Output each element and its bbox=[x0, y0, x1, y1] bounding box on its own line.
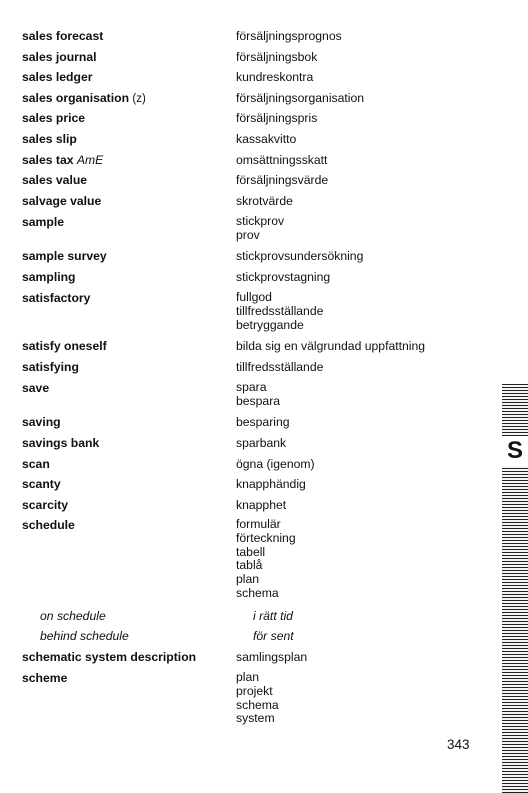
entry-usage-label: AmE bbox=[76, 153, 104, 167]
translation-list bbox=[236, 498, 501, 512]
translation-list bbox=[236, 477, 501, 491]
entry-term-text: sales slip bbox=[22, 132, 77, 146]
translation: stickprovstagning bbox=[236, 270, 331, 284]
entry-term bbox=[22, 477, 61, 491]
entry-term bbox=[22, 215, 64, 229]
entry-term-text: sampling bbox=[22, 270, 76, 284]
entry-term-text: salvage value bbox=[22, 194, 102, 208]
translation: formulär bbox=[236, 517, 281, 531]
entry-term bbox=[22, 339, 107, 353]
translation: i rätt tid bbox=[253, 609, 293, 623]
entry-term-text: satisfying bbox=[22, 360, 79, 374]
translation: betryggande bbox=[236, 317, 304, 332]
translation-list bbox=[236, 91, 501, 105]
entry-term-text: sample bbox=[22, 215, 65, 229]
entry-term bbox=[22, 415, 61, 429]
translation-list bbox=[236, 518, 501, 601]
page-number: 343 bbox=[447, 737, 470, 752]
translation: fullgod bbox=[236, 290, 272, 304]
entry-term-text: sales journal bbox=[22, 50, 97, 64]
translation-list bbox=[253, 629, 518, 643]
translation: skrotvärde bbox=[236, 194, 293, 208]
translation-list bbox=[236, 381, 501, 409]
translation: knapphändig bbox=[236, 477, 306, 491]
translation: tabell bbox=[236, 544, 266, 559]
entry-term-text: behind schedule bbox=[40, 629, 129, 643]
translation: stickprov bbox=[236, 214, 285, 228]
entry-term-text: sales value bbox=[22, 173, 88, 187]
entry-term bbox=[22, 132, 77, 146]
translation: knapphet bbox=[236, 498, 287, 512]
entry-term-text: save bbox=[22, 381, 50, 395]
entry-term bbox=[22, 518, 75, 532]
translation: kassakvitto bbox=[236, 132, 297, 146]
entry-term bbox=[22, 498, 68, 512]
translation-list bbox=[236, 650, 501, 664]
translation: tablå bbox=[236, 558, 263, 573]
entry-term-text: scarcity bbox=[22, 498, 69, 512]
entry-term-text: sales price bbox=[22, 111, 86, 125]
translation: tillfredsställande bbox=[236, 360, 324, 374]
translation: schema bbox=[236, 697, 279, 712]
entry-term-text: savings bank bbox=[22, 436, 100, 450]
translation: bilda sig en välgrundad uppfattning bbox=[236, 339, 426, 353]
translation-list bbox=[236, 249, 501, 263]
translation-list bbox=[236, 215, 501, 243]
translation: prov bbox=[236, 227, 260, 242]
translation: spara bbox=[236, 380, 267, 394]
translation-list bbox=[236, 70, 501, 84]
entry-term-text: scheme bbox=[22, 671, 68, 685]
entry-term bbox=[22, 91, 146, 106]
translation-list bbox=[236, 436, 501, 450]
translation-list bbox=[236, 132, 501, 146]
translation-list bbox=[236, 339, 501, 353]
entry-term-text: sales organisation bbox=[22, 91, 130, 105]
translation: tillfredsställande bbox=[236, 303, 324, 318]
translation-list bbox=[236, 153, 501, 167]
translation: för sent bbox=[253, 629, 294, 643]
entry-term-text: scan bbox=[22, 457, 50, 471]
translation: projekt bbox=[236, 683, 273, 698]
translation-list bbox=[236, 194, 501, 208]
translation: plan bbox=[236, 572, 260, 587]
entry-term bbox=[22, 249, 107, 263]
entry-term bbox=[22, 153, 103, 167]
translation: försäljningsbok bbox=[236, 50, 318, 64]
translation: förteckning bbox=[236, 530, 296, 545]
translation-list bbox=[236, 291, 501, 332]
entry-term bbox=[22, 270, 76, 284]
entry-note: (z) bbox=[132, 93, 146, 105]
entry-term-text: saving bbox=[22, 415, 61, 429]
translation-list bbox=[236, 415, 501, 429]
entry-term bbox=[22, 650, 196, 664]
entry-term bbox=[22, 29, 103, 43]
entry-term-text: schedule bbox=[22, 518, 75, 532]
entry-term bbox=[22, 360, 79, 374]
entry-term-text: satisfactory bbox=[22, 291, 91, 305]
translation: samlingsplan bbox=[236, 650, 308, 664]
translation: bespara bbox=[236, 393, 281, 408]
translation: sparbank bbox=[236, 436, 287, 450]
translation-list bbox=[236, 50, 501, 64]
entry-term bbox=[22, 457, 50, 471]
thumb-index-letter: S bbox=[502, 436, 528, 466]
translation-list bbox=[236, 111, 501, 125]
translation-list bbox=[253, 609, 518, 623]
entry-term bbox=[22, 381, 49, 395]
translation: plan bbox=[236, 670, 260, 684]
translation-list bbox=[236, 360, 501, 374]
translation-list bbox=[236, 173, 501, 187]
translation-list bbox=[236, 457, 501, 471]
translation: försäljningsvärde bbox=[236, 173, 329, 187]
translation: kundreskontra bbox=[236, 70, 314, 84]
sub-entry-term bbox=[40, 609, 106, 623]
entry-term bbox=[22, 194, 101, 208]
translation: system bbox=[236, 711, 275, 726]
entry-term-text: on schedule bbox=[40, 609, 106, 623]
entry-term bbox=[22, 50, 97, 64]
thumb-index-strip bbox=[502, 384, 528, 793]
translation: schema bbox=[236, 585, 279, 600]
entry-term-text: sales forecast bbox=[22, 29, 104, 43]
translation-list bbox=[236, 671, 501, 726]
entry-term bbox=[22, 173, 87, 187]
entry-term-text: satisfy oneself bbox=[22, 339, 107, 353]
entry-term-text: sales tax bbox=[22, 153, 74, 167]
entry-term bbox=[22, 111, 85, 125]
translation: omsättningsskatt bbox=[236, 153, 328, 167]
translation: stickprovsundersökning bbox=[236, 249, 364, 263]
translation: försäljningspris bbox=[236, 111, 318, 125]
entry-term bbox=[22, 671, 67, 685]
entry-term-text: sales ledger bbox=[22, 70, 93, 84]
translation-list bbox=[236, 29, 501, 43]
translation: besparing bbox=[236, 415, 290, 429]
translation: försäljningsprognos bbox=[236, 29, 342, 43]
translation-list bbox=[236, 270, 501, 284]
translation: försäljningsorganisation bbox=[236, 91, 365, 105]
entry-term bbox=[22, 291, 90, 305]
entry-term bbox=[22, 70, 92, 84]
entry-term-text: scanty bbox=[22, 477, 61, 491]
sub-entry-term bbox=[40, 629, 129, 643]
entry-term-text: schematic system description bbox=[22, 650, 197, 664]
entry-term bbox=[22, 436, 99, 450]
translation: ögna (igenom) bbox=[236, 457, 315, 471]
entry-term-text: sample survey bbox=[22, 249, 107, 263]
